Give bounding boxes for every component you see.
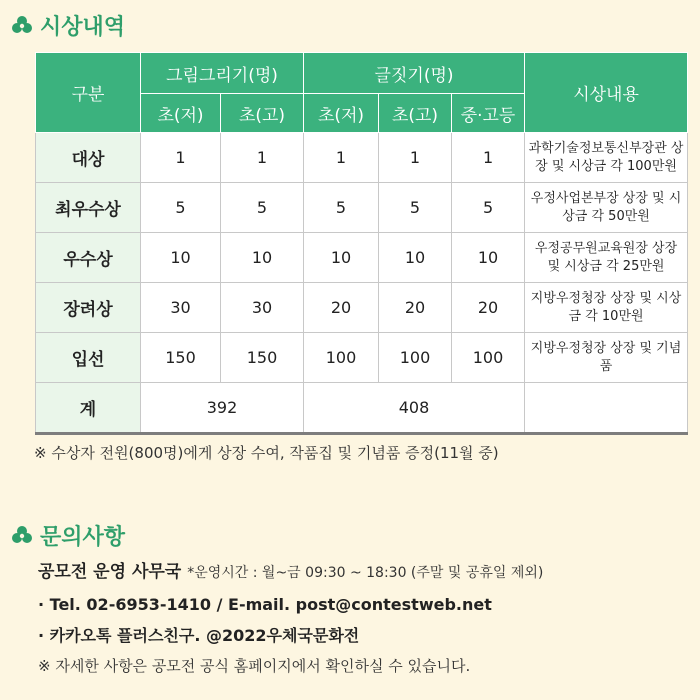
clover-icon (10, 524, 34, 548)
table-cell: 10 (379, 233, 452, 283)
table-cell: 1 (141, 133, 221, 183)
table-cell: 10 (221, 233, 304, 283)
table-cell: 20 (452, 283, 525, 333)
table-row (36, 333, 688, 383)
table-cell: 150 (221, 333, 304, 383)
table-cell: 20 (304, 283, 379, 333)
table-cell: 5 (304, 183, 379, 233)
prize-description: 과학기술정보통신부장관 상장 및 시상금 각 100만원 (525, 133, 688, 183)
table-cell: 10 (141, 233, 221, 283)
subheader-elem-high: 초(고) (379, 94, 452, 133)
table-cell: 5 (221, 183, 304, 233)
clover-icon (10, 14, 34, 38)
prize-description: 우정사업본부장 상장 및 시상금 각 50만원 (525, 183, 688, 233)
awards-footnote: ※ 수상자 전원(800명)에게 상장 수여, 작품집 및 기념품 증정(11월 중) (34, 444, 499, 462)
table-row (36, 133, 688, 183)
table-cell: 10 (452, 233, 525, 283)
prize-description: 지방우정청장 상장 및 시상금 각 10만원 (525, 283, 688, 333)
header-prize-content: 시상내용 (525, 53, 688, 133)
table-cell: 5 (141, 183, 221, 233)
table-cell: 100 (452, 333, 525, 383)
office-line (38, 556, 543, 589)
row-label: 대상 (36, 133, 141, 183)
contact-title-text: 문의사항 (40, 525, 126, 550)
table-cell: 30 (221, 283, 304, 333)
table-row (36, 283, 688, 333)
table-cell: 20 (379, 283, 452, 333)
prize-description: 우정공무원교육원장 상장 및 시상금 각 25만원 (525, 233, 688, 283)
row-label: 우수상 (36, 233, 141, 283)
table-row (36, 183, 688, 233)
subheader-elem-high: 초(고) (221, 94, 304, 133)
office-name: 공모전 운영 사무국 (38, 562, 182, 582)
table-cell: 10 (304, 233, 379, 283)
table-cell: 1 (304, 133, 379, 183)
contact-info (38, 556, 543, 682)
row-label: 최우수상 (36, 183, 141, 233)
awards-table (35, 52, 688, 435)
subheader-elem-low: 초(저) (141, 94, 221, 133)
section-title-contact (10, 520, 125, 551)
table-cell: 5 (379, 183, 452, 233)
row-label: 장려상 (36, 283, 141, 333)
table-row (36, 233, 688, 283)
header-category: 구분 (36, 53, 141, 133)
table-cell: 100 (379, 333, 452, 383)
table-cell: 5 (452, 183, 525, 233)
total-writing: 408 (304, 383, 525, 434)
header-drawing: 그림그리기(명) (141, 53, 304, 94)
awards-title-text: 시상내역 (40, 15, 126, 40)
total-empty-cell (525, 383, 688, 434)
table-cell: 150 (141, 333, 221, 383)
table-cell: 1 (379, 133, 452, 183)
kakao-plus-friend: · 카카오톡 플러스친구. @2022우체국문화전 (38, 626, 360, 645)
table-cell: 1 (452, 133, 525, 183)
homepage-note: ※ 자세한 사항은 공모전 공식 홈페이지에서 확인하실 수 있습니다. (38, 657, 471, 675)
prize-description: 지방우정청장 상장 및 기념품 (525, 333, 688, 383)
total-drawing: 392 (141, 383, 304, 434)
header-writing: 글짓기(명) (304, 53, 525, 94)
total-row (36, 383, 688, 434)
table-cell: 100 (304, 333, 379, 383)
section-title-awards (10, 10, 125, 41)
tel-email: · Tel. 02-6953-1410 / E-mail. post@contestweb.net (38, 595, 492, 614)
office-hours: *운영시간 : 월~금 09:30 ~ 18:30 (주말 및 공휴일 제외) (187, 565, 544, 581)
total-label: 계 (36, 383, 141, 434)
subheader-elem-low: 초(저) (304, 94, 379, 133)
row-label: 입선 (36, 333, 141, 383)
table-cell: 30 (141, 283, 221, 333)
subheader-middle-high: 중·고등 (452, 94, 525, 133)
table-cell: 1 (221, 133, 304, 183)
